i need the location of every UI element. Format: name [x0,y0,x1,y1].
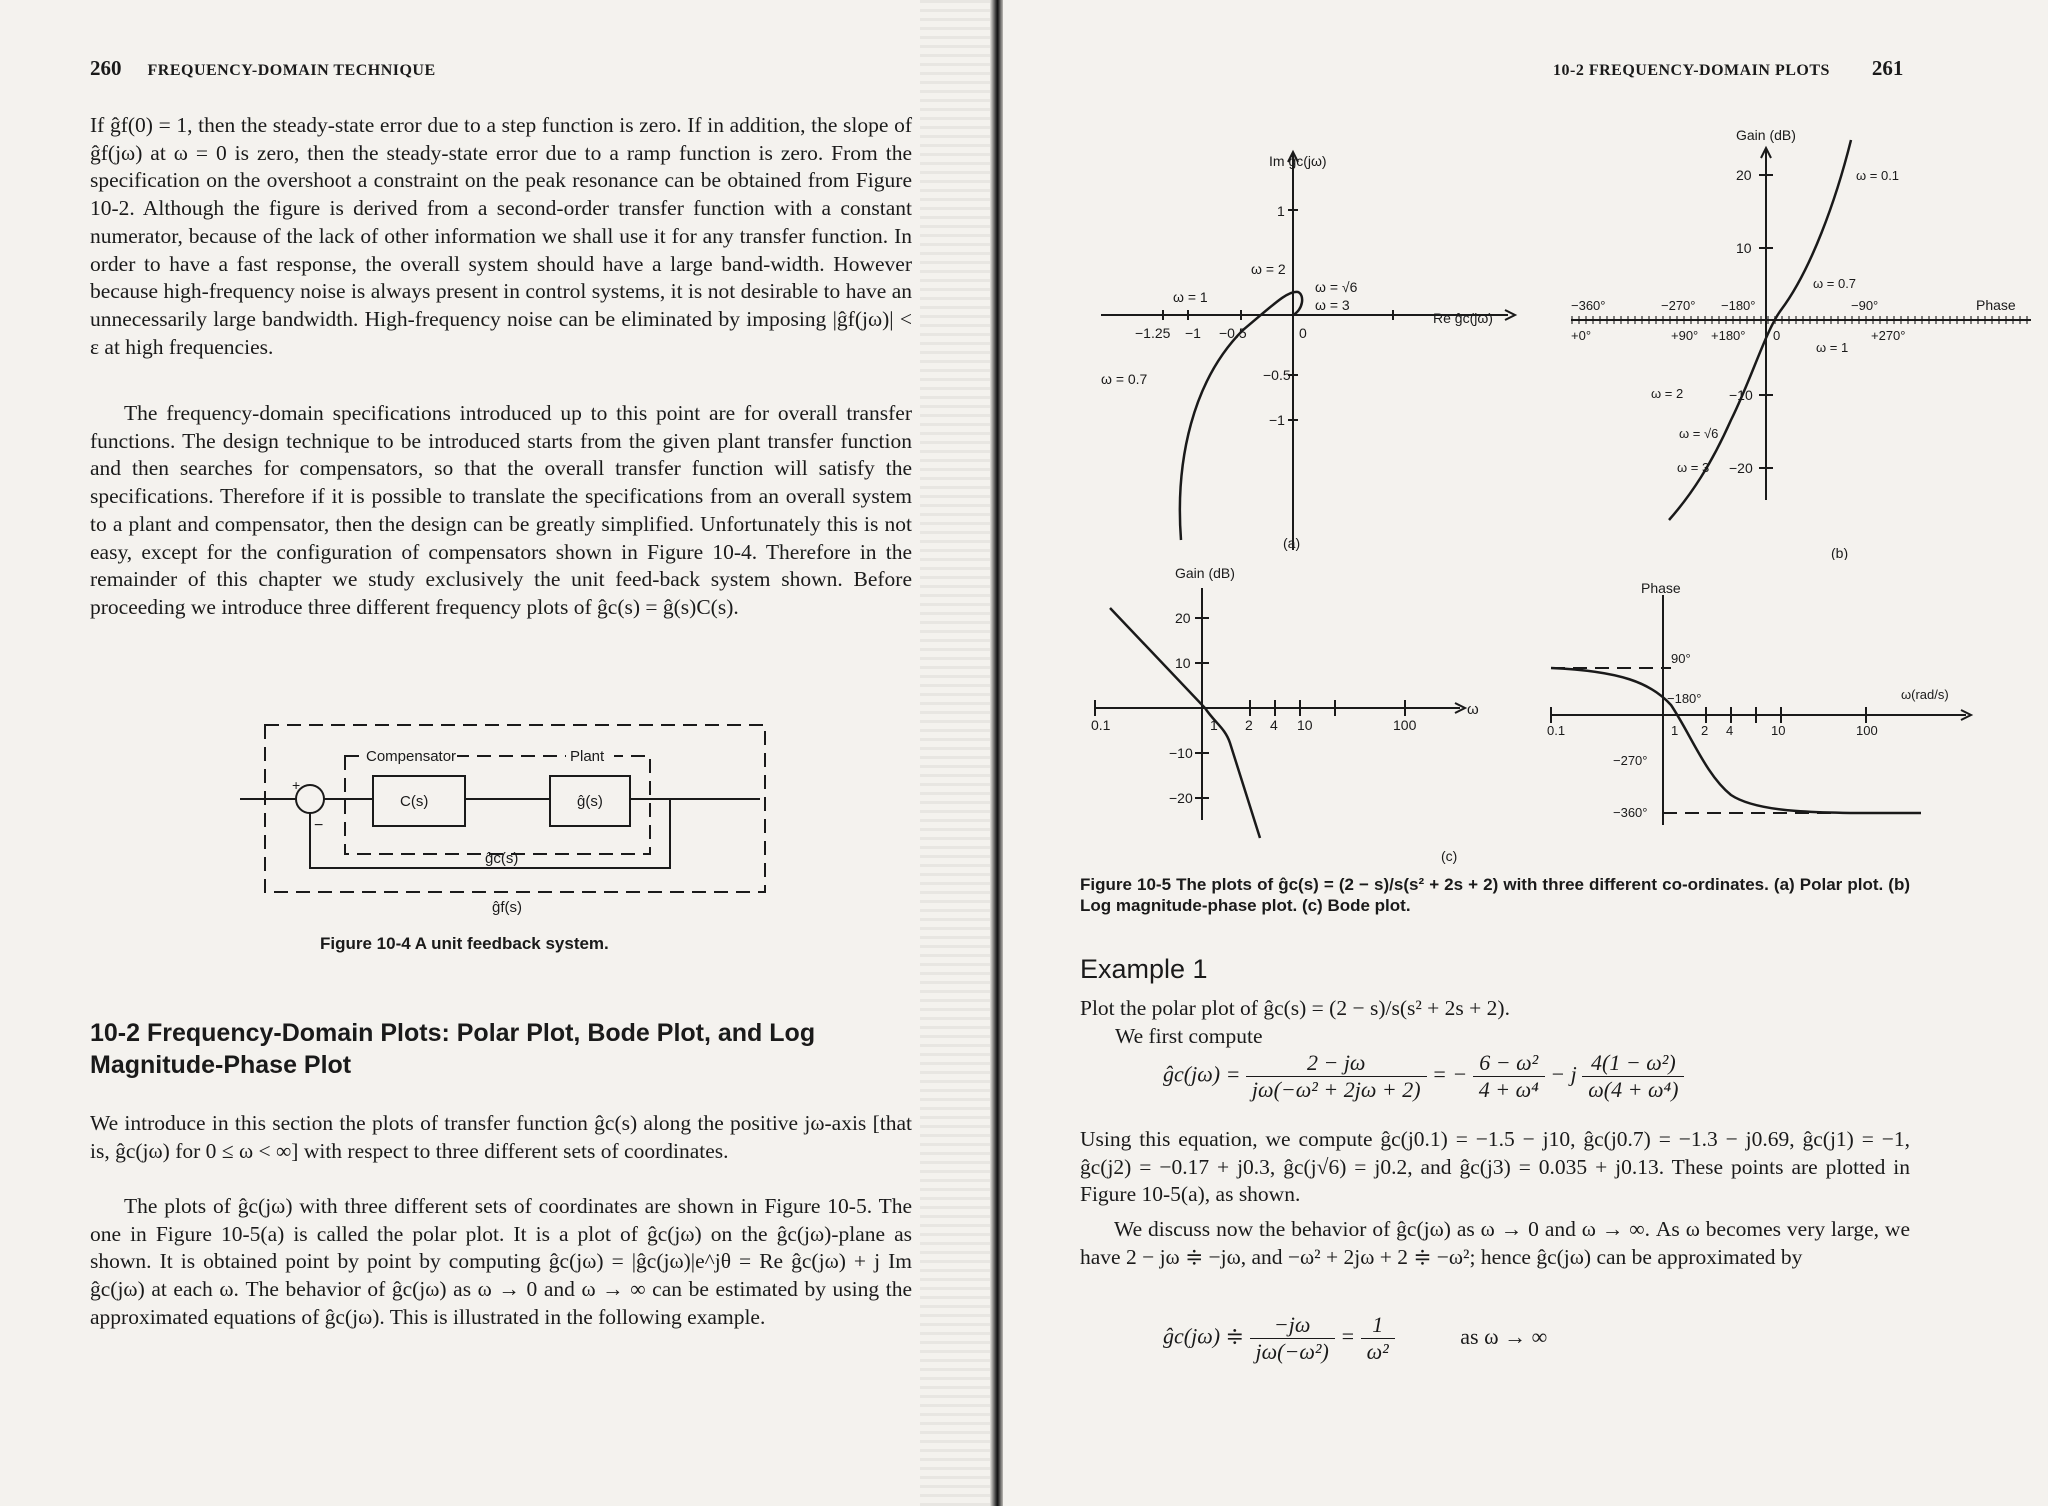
eq1-f2-den: 4 + ω⁴ [1478,1077,1539,1102]
gain-tick-10: 10 [1175,655,1191,671]
eq2-f2-num: 1 [1361,1312,1395,1339]
freq-tick-4: 4 [1726,723,1734,738]
freq-tick-2: 2 [1701,723,1709,738]
freq-tick-1: 1 [1671,723,1679,738]
gf-label: ĝf(s) [492,899,522,916]
tick-neg-1-25: −1.25 [1135,325,1171,341]
phase-tick-pos-0: +0° [1571,328,1592,343]
gain-tick-20: 20 [1175,610,1191,626]
paragraph-4: The plots of ĝc(jω) with three different sets of coordinates are shown in Figure 10-5. The one in Figure 10-5(a) is called the polar plot. It is a plot of ĝc(jω) on the ĝc(jω)-plane as shown. It is obtained point by point by computing ĝc(jω) = |ĝc(jω)|e^jθ = Re ĝc(jω) + j Im ĝc(jω) at each ω. The behavior of ĝc(jω) as ω → 0 and ω → ∞ can be estimated by using the approximated equations of ĝc(jω). This is illustrated in the following example. [90,1194,912,1329]
phase-tick-pos-180: +180° [1711,328,1746,343]
figure-10-5b-log-magnitude-phase-plot [1551,120,2041,560]
tick-re-neg-0-5: −0.5 [1219,325,1247,341]
paragraph-3: We introduce in this section the plots of transfer function ĝc(s) along the positive jω-axis [that is, ĝc(jω) for 0 ≤ ω < ∞] with respect to three different sets of coordinates. [90,1111,912,1163]
figure-10-4 [230,718,770,918]
subfigure-c-label: (c) [1441,848,1458,864]
phase-tick-neg-270: −270° [1613,753,1648,768]
eq2-lhs: ĝc(jω) ≑ [1163,1323,1244,1349]
freq-tick-0-1: 0.1 [1547,723,1566,738]
eq1-f2-num: 6 − ω² [1473,1050,1545,1077]
omega-3-label: ω = 3 [1677,460,1710,475]
eq1-equals: = − [1432,1061,1468,1087]
eq1-fraction-2 [1473,1050,1545,1103]
eq1-f3-num: 4(1 − ω²) [1582,1050,1684,1077]
left-header [90,56,436,81]
eq1-f1-num: 2 − jω [1246,1050,1427,1077]
freq-tick-1: 1 [1210,717,1218,733]
omega-2-label: ω = 2 [1651,386,1684,401]
tick-10: 10 [1736,240,1752,256]
gain-tick-neg-20: −20 [1169,790,1193,806]
eq1-f1-den: jω(−ω² + 2jω + 2) [1251,1077,1421,1102]
omega-0-7-label: ω = 0.7 [1813,276,1857,291]
example-line-2: We first compute [1115,1024,1263,1048]
example-title: Example 1 [1080,954,1208,984]
scan-noise [920,0,990,1506]
freq-tick-10: 10 [1297,717,1313,733]
figure-10-5-caption: Figure 10-5 The plots of ĝc(s) = (2 − s)/s(s² + 2s + 2) with three different co-ordinates. (a) Polar plot. (b) Log magnitude-phase plot. (c) Bode plot. [1080,875,1910,915]
subfigure-b-label: (b) [1831,545,1849,560]
eq2-fraction-2 [1361,1312,1395,1365]
eq2-fraction-1 [1250,1312,1335,1365]
eq1-lhs: ĝc(jω) = [1163,1061,1241,1087]
omega-root6-label: ω = √6 [1315,279,1358,295]
tick-neg-0-5: −0.5 [1263,367,1291,383]
omega-axis-label: ω [1467,701,1479,718]
eq1-f3-den: ω(4 + ω⁴) [1588,1077,1679,1102]
omega-2-label: ω = 2 [1251,261,1286,277]
tick-1: 1 [1277,203,1285,219]
imag-axis-label: Im ĝc(jω) [1269,153,1327,169]
omega-root6-label: ω = √6 [1679,426,1719,441]
eq2-equals: = [1340,1323,1356,1349]
paragraph-2: The frequency-domain specifications introduced up to this point are for overall transfer functions. The design technique to be introduced starts from the given plant transfer function and then searches for compensators, so that the overall transfer function will satisfy the specifications. Therefore if it is possible to translate the specifications from an overall system to a plant and compensator, then the design can be greatly simplified. Unfortunately this is not easy, except for the configuration of compensators shown in Figure 10-4. Therefore in the remainder of this chapter we study exclusively the unit feed-back system shown. Before proceeding we introduce three different frequency plots of ĝc(s) = ĝ(s)C(s). [90,401,912,619]
phase-curve [1551,668,1921,813]
equation-1 [1163,1050,1684,1103]
equation-2 [1163,1312,1547,1365]
phase-tick-neg-270: −270° [1661,298,1696,313]
g-block-label: ĝ(s) [577,793,603,810]
compensator-label: Compensator [366,748,457,765]
tick-neg-10: −10 [1729,387,1753,403]
plant-label: Plant [570,748,605,765]
book-gutter [990,0,1004,1506]
omega-unit-label: ω(rad/s) [1901,687,1949,702]
eq1-fraction-3 [1582,1050,1684,1103]
phase-tick-neg-90: −90° [1851,298,1879,313]
phase-tick-neg-180: −180° [1721,298,1756,313]
omega-0-7-label: ω = 0.7 [1101,371,1148,387]
tick-neg-1: −1 [1269,412,1285,428]
freq-tick-2: 2 [1245,717,1253,733]
phase-tick-neg-90: 90° [1671,651,1691,666]
running-head: FREQUENCY-DOMAIN TECHNIQUE [147,62,436,79]
phase-tick-neg-360: −360° [1613,805,1648,820]
eq2-f2-den: ω² [1366,1339,1389,1364]
figure-10-5a-polar-plot [1093,140,1533,560]
real-axis-label: Re ĝc(jω) [1433,310,1493,326]
gc-label: ĝc(s) [485,850,519,867]
freq-tick-100: 100 [1856,723,1878,738]
left-page [0,0,1000,1506]
omega-3-label: ω = 3 [1315,297,1350,313]
phase-tick-neg-360: −360° [1571,298,1606,313]
right-header [1553,56,1903,81]
freq-tick-10: 10 [1771,723,1786,738]
gc-dashed-box [345,756,650,854]
gain-axis-label: Gain (dB) [1175,565,1235,581]
tick-origin: 0 [1299,325,1307,341]
gain-tick-neg-10: −10 [1169,745,1193,761]
tick-re-neg-1: −1 [1185,325,1201,341]
minus-sign: − [314,817,324,834]
tick-20: 20 [1736,167,1752,183]
figure-10-5c-bode-gain [1075,558,1495,848]
freq-tick-0-1: 0.1 [1091,717,1111,733]
phase-tick-zero: 0 [1773,328,1781,343]
eq2-condition: as ω → ∞ [1460,1323,1548,1349]
freq-tick-4: 4 [1270,717,1278,733]
paragraph-1: If ĝf(0) = 1, then the steady-state error due to a step function is zero. If in addition, the slope of ĝf(jω) at ω = 0 is zero, then the steady-state error due to a ramp function is zero. From the specification on the overshoot a constraint on the peak resonance can be obtained from Figure 10-2. Although the figure is derived from a second-order transfer function with a constant numerator, because of the lack of other information we shall use it for any transfer function. In order to have a fast response, the overall system should have a large band-width. However because high-frequency noise is always present in control systems, it is not desirable to have an unnecessarily large bandwidth. High-frequency noise can be eliminated by imposing |ĝf(jω)| < ε at high frequencies. [90,113,912,359]
tick-neg-20: −20 [1729,460,1753,476]
phase-tick-pos-270: +270° [1871,328,1906,343]
example-line-1: Plot the polar plot of ĝc(s) = (2 − s)/s(s² + 2s + 2). [1080,996,1510,1020]
section-heading: 10-2 Frequency-Domain Plots: Polar Plot, Bode Plot, and Log Magnitude-Phase Plot [90,1019,816,1079]
plus-sign: + [292,777,301,793]
phase-tick-pos-90: +90° [1671,328,1699,343]
paragraph-5: Using this equation, we compute ĝc(j0.1) = −1.5 − j10, ĝc(j0.7) = −1.3 − j0.69, ĝc(j1) = −1, ĝc(j2) = −0.17 + j0.3, ĝc(j√6) = j0.2, and ĝc(j3) = 0.035 + j0.13. These points are plotted in Figure 10-5(a), as shown. [1080,1127,1910,1207]
phase-axis-label: Phase [1976,297,2016,313]
omega-0-1-label: ω = 0.1 [1856,168,1900,183]
phase-axis-label: Phase [1641,580,1681,596]
omega-1-label: ω = 1 [1173,289,1208,305]
figure-10-5c-bode-phase [1531,575,1991,845]
eq1-fraction-1 [1246,1050,1427,1103]
freq-tick-100: 100 [1393,717,1417,733]
subfigure-a-label: (a) [1283,535,1301,551]
eq1-minus-j: − j [1550,1061,1577,1087]
phase-tick-neg-180: −180° [1667,691,1702,706]
c-block-label: C(s) [400,793,429,810]
summing-junction [296,785,324,813]
page-number: 260 [90,56,122,80]
running-head: 10-2 FREQUENCY-DOMAIN PLOTS [1553,62,1830,79]
eq2-f1-den: jω(−ω²) [1255,1339,1329,1364]
figure-10-4-caption: Figure 10-4 A unit feedback system. [320,934,609,953]
page-number: 261 [1871,56,1904,80]
gain-axis-label: Gain (dB) [1736,127,1796,143]
right-page [1003,0,2048,1506]
paragraph-6: We discuss now the behavior of ĝc(jω) as ω → 0 and ω → ∞. As ω becomes very large, we have 2 − jω ≑ −jω, and −ω² + 2jω + 2 ≑ −ω²; hence ĝc(jω) can be approximated by [1080,1217,1910,1269]
omega-1-label: ω = 1 [1816,340,1849,355]
eq2-f1-num: −jω [1250,1312,1335,1339]
